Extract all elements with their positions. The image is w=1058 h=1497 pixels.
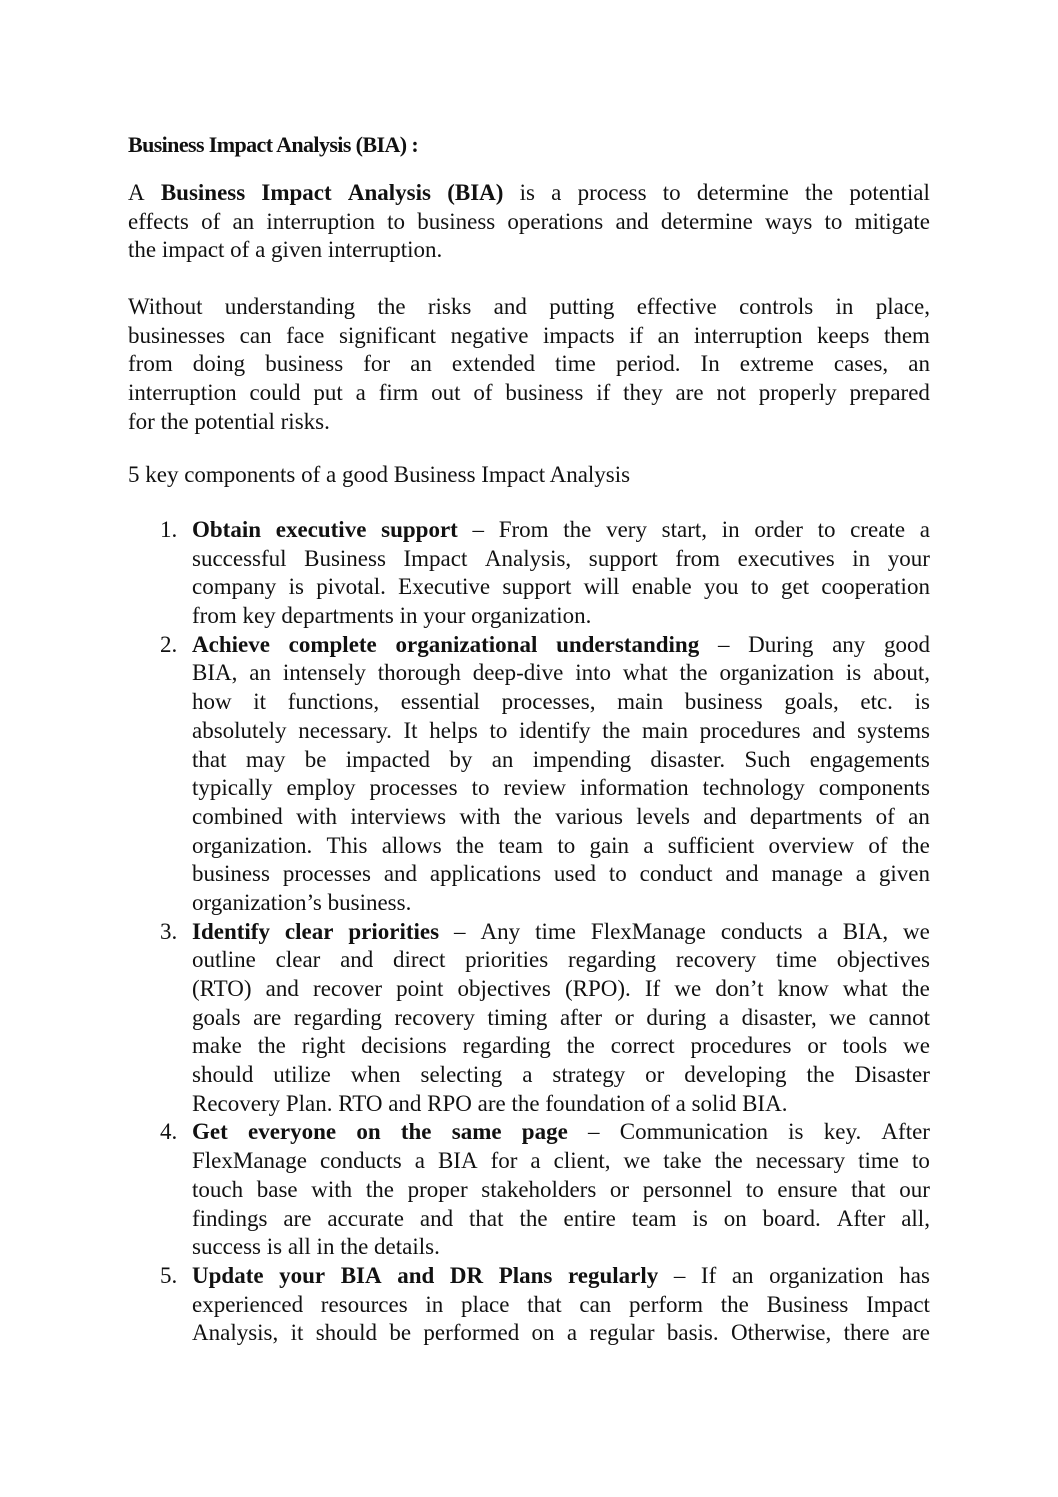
intro-paragraph bbox=[128, 179, 930, 265]
item-first-line: Get everyone on the same page – Communication is key. After bbox=[192, 1119, 930, 1145]
list-number: 1. bbox=[160, 517, 178, 542]
risk-line-3: from doing business for an extended time period. In extreme cases, an bbox=[128, 351, 930, 377]
document-heading: Business Impact Analysis (BIA) : bbox=[128, 132, 419, 157]
list-item: 4. Get everyone on the same page – Communication is key. After FlexManage conducts a BIA for a client, we take the necessary time to touch base with the proper stakeholders or personnel to ensure that our findings are accurate and that the entire team is on board. After all, success is all in the details. bbox=[160, 1119, 930, 1260]
risk-line-2: businesses can face significant negative impacts if an interruption keeps them bbox=[128, 322, 930, 348]
list-number: 5. bbox=[160, 1262, 178, 1288]
intro-line-1: A Business Impact Analysis (BIA) is a process to determine the potential bbox=[128, 180, 930, 205]
item-first-line: Obtain executive support – From the very start, in order to create a bbox=[192, 517, 930, 542]
list-intro: 5 key components of a good Business Impact Analysis bbox=[128, 462, 631, 487]
list-item: 2. Achieve complete organizational understanding – During any good BIA, an intensely thorough deep-dive into what the organization is about, how it functions, essential processes, main business goals, etc. is absolutely necessary. It helps to identify the main procedures and systems that may be impacted by an impending disaster. Such engagements typically employ processes to review information technology components combined with interviews with the various levels and departments of an organization. This allows the team to gain a sufficient overview of the business processes and applications used to conduct and manage a given organization’s business. bbox=[160, 631, 930, 915]
list-number: 2. bbox=[160, 631, 178, 657]
item-first-line: Achieve complete organizational understanding – During any good bbox=[192, 631, 930, 657]
list-number: 4. bbox=[160, 1119, 178, 1145]
list-number: 3. bbox=[160, 918, 178, 944]
intro-line-2: effects of an interruption to business operations and determine ways to mitigate bbox=[128, 208, 930, 234]
list-item: 5. Update your BIA and DR Plans regularly – If an organization has experienced resources in place that can perform the Business Impact Analysis, it should be performed on a regular basis. Otherwise, there are bbox=[160, 1262, 930, 1346]
list-item: 1. Obtain executive support – From the very start, in order to create a successful Business Impact Analysis, support from executives in your company is pivotal. Executive support will enable you to get cooperation from key departments in your organization. bbox=[160, 517, 930, 629]
item-first-line: Update your BIA and DR Plans regularly – If an organization has bbox=[192, 1262, 930, 1288]
risk-paragraph bbox=[128, 293, 930, 436]
intro-line-3: the impact of a given interruption. bbox=[128, 237, 443, 263]
risk-line-4: interruption could put a firm out of business if they are not properly prepared bbox=[128, 380, 930, 406]
components-list bbox=[128, 516, 930, 1348]
item-first-line: Identify clear priorities – Any time FlexManage conducts a BIA, we bbox=[192, 918, 930, 944]
risk-line-1: Without understanding the risks and putting effective controls in place, bbox=[128, 294, 930, 319]
risk-line-5: for the potential risks. bbox=[128, 408, 330, 434]
list-item: 3. Identify clear priorities – Any time FlexManage conducts a BIA, we outline clear and direct priorities regarding recovery time objectives (RTO) and recover point objectives (RPO). If we don’t know what the goals are regarding recovery timing after or during a disaster, we cannot make the right decisions regarding the correct procedures or tools we should utilize when selecting a strategy or developing the Disaster Recovery Plan. RTO and RPO are the foundation of a solid BIA. bbox=[160, 918, 930, 1116]
